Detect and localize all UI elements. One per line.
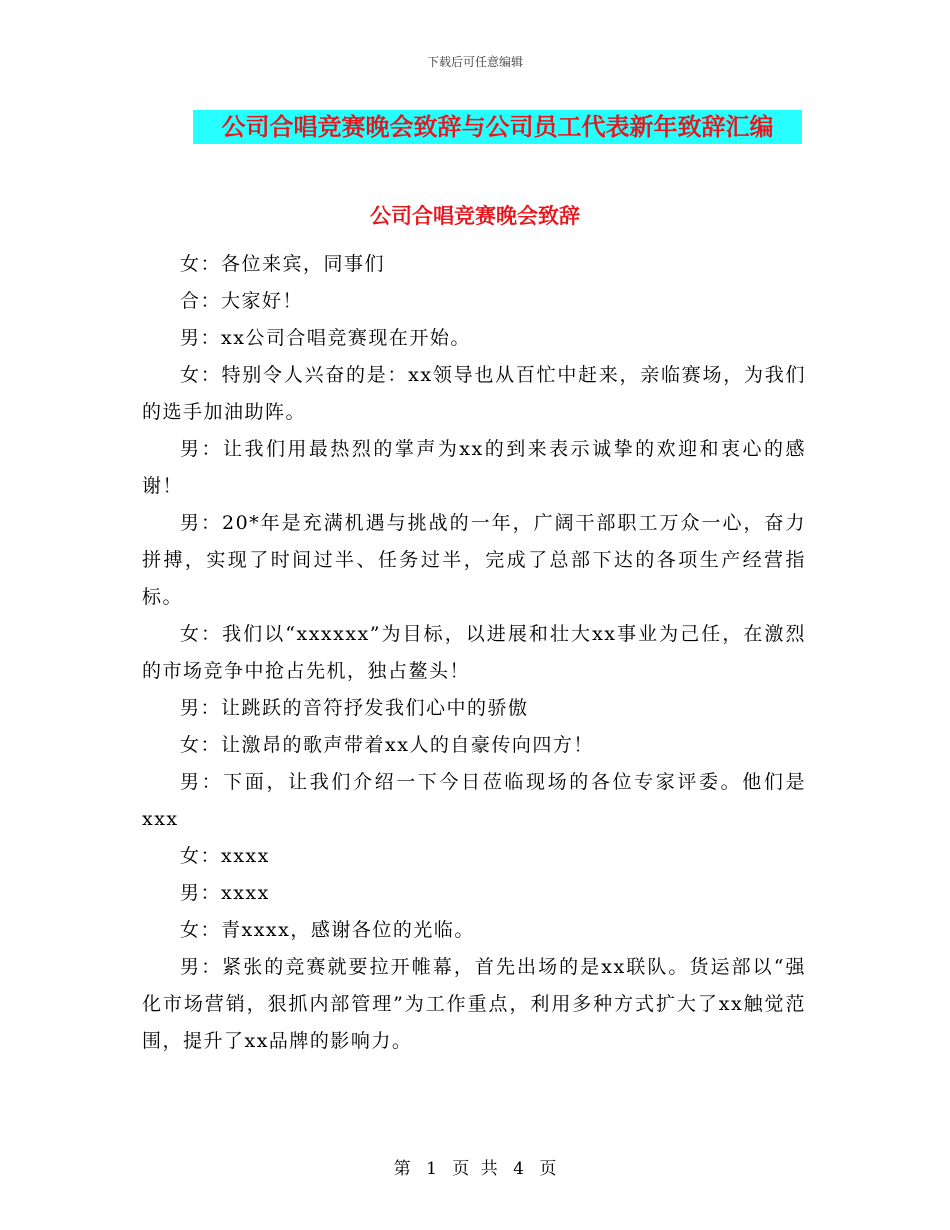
page-total: 4 — [513, 1159, 524, 1179]
page-number: 1 — [426, 1159, 437, 1179]
paragraph: 女：让激昂的歌声带着xx人的自豪传向四方！ — [180, 734, 594, 756]
paragraph: 男：让跳跃的音符抒发我们心中的骄傲 — [180, 697, 529, 719]
paragraph: 女：xxxx — [180, 845, 270, 867]
paragraph: 女：各位来宾，同事们 — [180, 253, 386, 275]
paragraph: 男：20*年是充满机遇与挑战的一年，广阔干部职工万众一心，奋力拼搏，实现了时间过半、任务过半，完成了总部下达的各项生产经营指标。 — [142, 512, 806, 608]
paragraph: 女：青xxxx，感谢各位的光临。 — [180, 919, 475, 941]
paragraph: 男：xx公司合唱竞赛现在开始。 — [180, 327, 471, 349]
section-title: 公司合唱竞赛晚会致辞 — [370, 203, 580, 228]
page-suffix: 页 — [539, 1159, 557, 1179]
paragraph: 男：让我们用最热烈的掌声为xx的到来表示诚挚的欢迎和衷心的感谢！ — [142, 438, 806, 497]
paragraph: 男：紧张的竞赛就要拉开帷幕，首先出场的是xx联队。货运部以“强化市场营销，狠抓内部管理”为工作重点，利用多种方式扩大了xx触觉范围，提升了xx品牌的影响力。 — [142, 956, 806, 1052]
page-prefix: 第 — [393, 1159, 411, 1179]
page-footer — [0, 1154, 950, 1179]
paragraph: 女：我们以“xxxxxx”为目标，以进展和壮大xx事业为己任，在激烈的市场竞争中抢占先机，独占鳌头！ — [142, 623, 806, 682]
paragraph: 女：特别令人兴奋的是：xx领导也从百忙中赶来，亲临赛场，为我们的选手加油助阵。 — [142, 364, 806, 423]
page-middle: 页 共 — [452, 1159, 498, 1179]
paragraph: 男：下面，让我们介绍一下今日莅临现场的各位专家评委。他们是xxx — [142, 771, 806, 830]
header-note: 下载后可任意编辑 — [426, 55, 523, 69]
document-body — [142, 246, 806, 1060]
paragraph: 合：大家好！ — [180, 290, 304, 312]
paragraph: 男：xxxx — [180, 882, 270, 904]
document-main-title: 公司合唱竞赛晚会致辞与公司员工代表新年致辞汇编 — [193, 110, 802, 144]
